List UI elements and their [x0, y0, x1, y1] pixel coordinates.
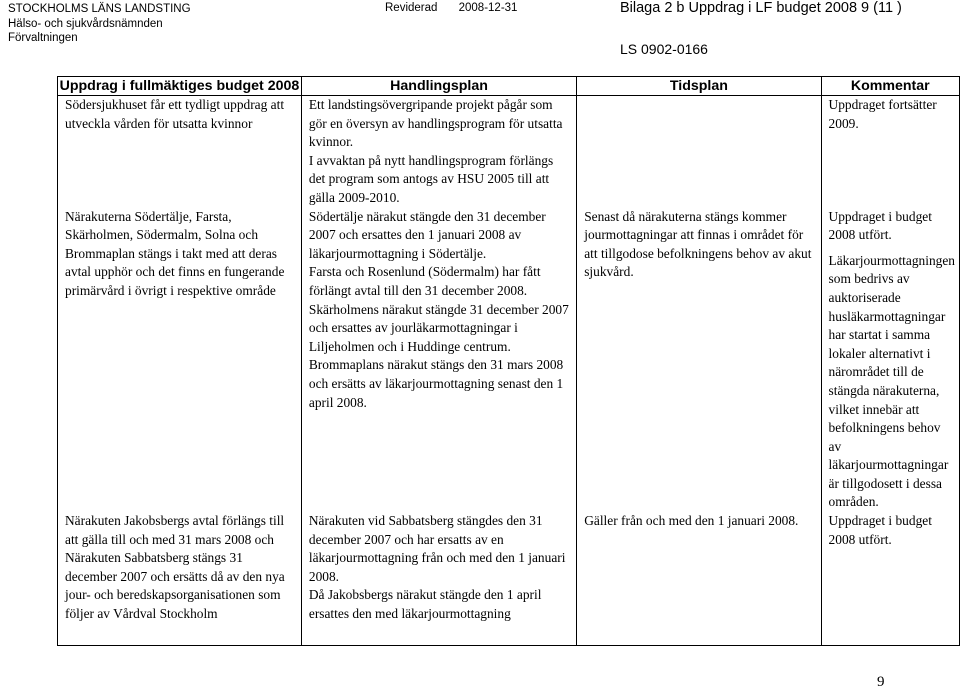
appendix-title — [620, 0, 902, 17]
handlingsplan-paragraph: Brommaplans närakut stängs den 31 mars 2008 och ersätts av läkarjourmottagning senast den 1 april 2008. — [308, 357, 564, 410]
column-header-tidsplan: Tidsplan — [577, 77, 821, 96]
revised-label: Reviderad — [385, 2, 438, 14]
uppdrag-text: Södersjukhuset får ett tydligt uppdrag att utveckla vården för utsatta kvinnor — [65, 97, 285, 131]
page-of-label: 9 (11 ) — [861, 0, 902, 16]
handlingsplan-cell — [301, 512, 576, 646]
handlingsplan-paragraph: Ett landstingsövergripande projekt pågår som gör en översyn av handlingsprogram för utsatta kvinnor. — [308, 97, 563, 150]
tidsplan-text: Gäller från och med den 1 januari 2008. — [584, 513, 799, 529]
kommentar-paragraph: Uppdraget i budget 2008 utfört. — [828, 513, 932, 547]
revision-info — [385, 2, 517, 15]
kommentar-cell — [821, 96, 959, 208]
tidsplan-cell — [577, 96, 821, 208]
tidsplan-text: Senast då närakuterna stängs kommer jourmottagningar att finnas i området för att tillgodose befolkningens behov av akut sjukvård. — [584, 208, 812, 280]
org-committee: Hälso- och sjukvårdsnämnden — [8, 17, 163, 30]
revised-date: 2008-12-31 — [458, 2, 518, 14]
tidsplan-cell — [577, 208, 821, 513]
kommentar-paragraph: Uppdraget i budget 2008 utfört. — [828, 208, 932, 243]
handlingsplan-paragraph: Då Jakobsbergs närakut stängde den 1 april ersattes den med läkarjourmottagning — [308, 587, 542, 622]
uppdrag-cell — [58, 96, 302, 208]
kommentar-cell — [821, 512, 959, 646]
org-department: Förvaltningen — [8, 32, 78, 44]
handlingsplan-paragraph: Skärholmens närakut stängde 31 december 2007 och ersattes av jourläkarmottagningar i Liljeholmen och i Huddinge centrum. — [308, 301, 569, 354]
uppdrag-text: Närakuten Jakobsbergs avtal förlängs till att gälla till och med 31 mars 2008 och Närakuten Sabbatsberg stängs 31 december 2007 och ersätts då av den nya jour- och beredskapsorganisationen som följer av Vårdval Stockholm — [65, 513, 285, 622]
page-number: 9 — [877, 674, 885, 690]
handlingsplan-paragraph: Södertälje närakut stängde den 31 december 2007 och ersattes den 1 januari 2008 av läkarjourmottagning i Södertälje. — [308, 208, 546, 261]
column-header-uppdrag: Uppdrag i fullmäktiges budget 2008 — [58, 77, 302, 96]
column-header-handlingsplan: Handlingsplan — [301, 77, 576, 96]
uppdrag-cell — [58, 208, 302, 513]
appendix-label: Bilaga 2 b Uppdrag i LF budget 2008 — [620, 0, 858, 16]
handlingsplan-cell — [301, 96, 576, 208]
handlingsplan-paragraph: Närakuten vid Sabbatsberg stängdes den 31 december 2007 och har ersatts av en läkarjourmottagning från och med den 1 januari 2008. — [308, 513, 566, 584]
organization-header — [8, 2, 191, 46]
table-row — [58, 96, 960, 208]
handlingsplan-paragraph: I avvaktan på nytt handlingsprogram förlängs det program som antogs av HSU 2005 till att gälla 2009-2010. — [308, 152, 554, 205]
org-name: STOCKHOLMS LÄNS LANDSTING — [8, 3, 191, 15]
handlingsplan-cell — [301, 208, 576, 513]
kommentar-paragraph: Läkarjourmottagningen som bedrivs av auktoriserade husläkarmottagningar har startat i samma lokaler alternativt i närområdet till de stängda närakuterna, vilket innebär att befolkningens behov av läkarjourmottagningar är tillgodosett i dessa områden. — [828, 252, 955, 510]
table-row — [58, 512, 960, 646]
uppdrag-cell — [58, 512, 302, 646]
assignment-table — [57, 76, 960, 646]
uppdrag-text: Närakuterna Södertälje, Farsta, Skärholmen, Södermalm, Solna och Brommaplan stängs i takt med att deras avtal upphör och det finns en fungerande primärvård i övrigt i respektive område — [65, 208, 285, 298]
table-row — [58, 208, 960, 513]
reference-number: LS 0902-0166 — [620, 41, 708, 57]
table-header-row — [58, 77, 960, 96]
tidsplan-cell — [577, 512, 821, 646]
kommentar-paragraph: Uppdraget fortsätter 2009. — [828, 97, 937, 131]
column-header-kommentar: Kommentar — [821, 77, 959, 96]
kommentar-cell — [821, 208, 959, 513]
handlingsplan-paragraph: Farsta och Rosenlund (Södermalm) har fått förlängt avtal till den 31 december 2008. — [308, 264, 541, 298]
